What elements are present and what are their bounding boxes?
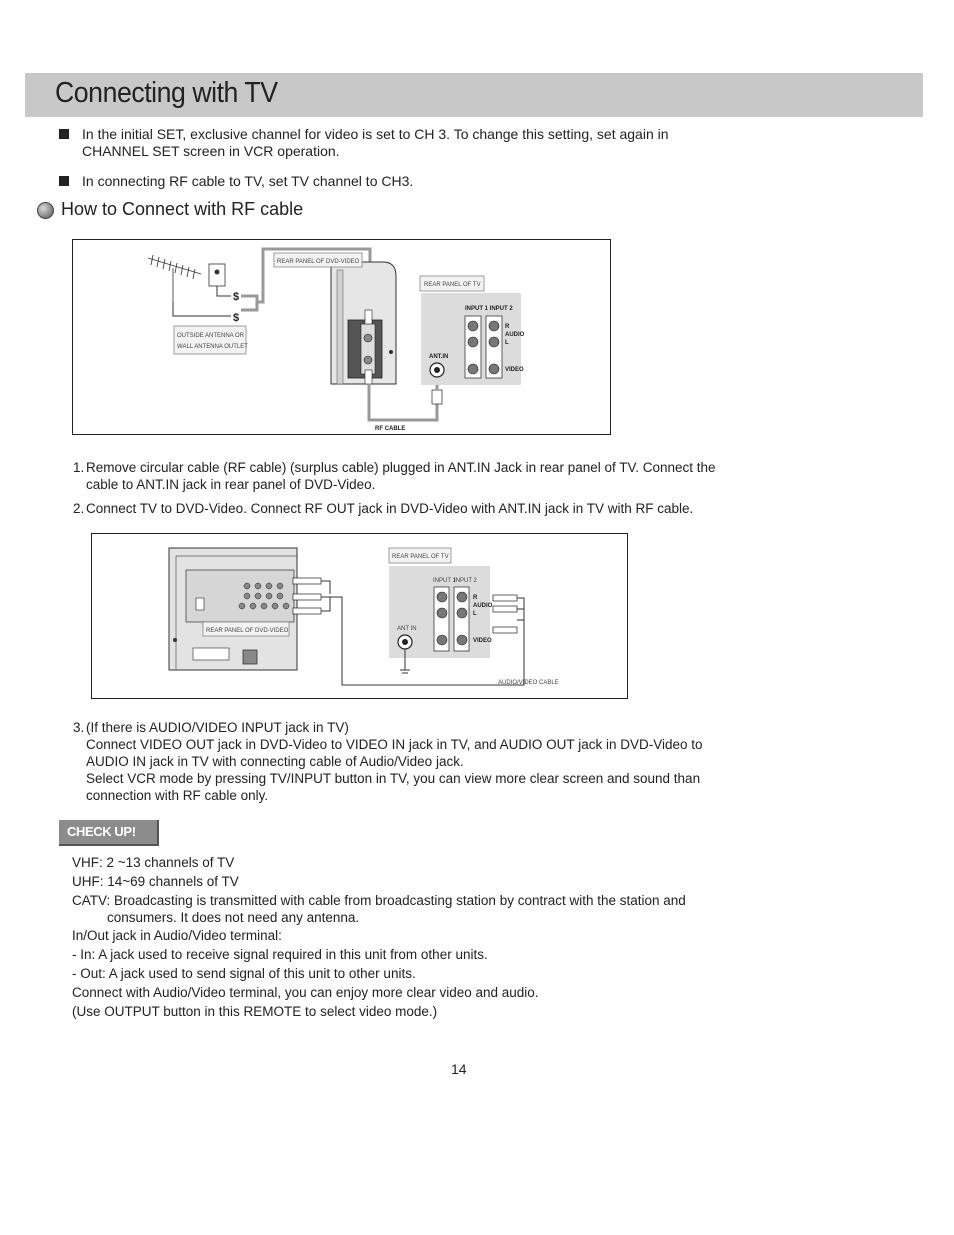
antenna-label-1: OUTSIDE ANTENNA OR xyxy=(177,333,245,339)
round-bullet-icon xyxy=(37,202,54,219)
av-connection-diagram xyxy=(91,533,628,699)
check-line-catv: CATV: Broadcasting is transmitted with cable from broadcasting station by contract with the station and xyxy=(72,893,686,908)
video-label: VIDEO xyxy=(505,367,524,373)
page-number: 14 xyxy=(451,1061,467,1077)
svg-text:$: $ xyxy=(233,312,240,324)
square-bullet-icon xyxy=(59,129,69,139)
av-diagram-svg xyxy=(92,534,627,698)
step-text: Connect TV to DVD-Video. Connect RF OUT jack in DVD-Video with ANT.IN jack in TV with RF cable. xyxy=(86,501,694,516)
step-3-condition: (If there is AUDIO/VIDEO INPUT jack in TV) xyxy=(86,720,349,735)
check-up-list xyxy=(72,853,712,1021)
dvd-rear-panel xyxy=(331,262,396,384)
step-1 xyxy=(73,459,716,495)
step-number: 2. xyxy=(73,501,85,516)
rf-connection-diagram xyxy=(72,239,611,435)
check-line-output: (Use OUTPUT button in this REMOTE to select video mode.) xyxy=(72,1004,438,1019)
step-text: Remove circular cable (RF cable) (surplus cable) plugged in ANT.IN Jack in rear panel of TV. Connect the cable to ANT.IN jack in rear panel of DVD-Video. xyxy=(86,460,716,492)
tv-panel-label: REAR PANEL OF TV xyxy=(392,554,449,560)
check-line-connect: Connect with Audio/Video terminal, you can enjoy more clear video and audio. xyxy=(72,985,539,1000)
note-text: In connecting RF cable to TV, set TV channel to CH3. xyxy=(82,173,414,189)
check-line-in: - In: A jack used to receive signal required in this unit from other units. xyxy=(72,947,488,962)
step-number: 1. xyxy=(73,460,85,475)
check-line-vhf: VHF: 2 ~13 channels of TV xyxy=(72,855,235,870)
l-label: L xyxy=(473,611,477,617)
step-3-note: Select VCR mode by pressing TV/INPUT button in TV, you can view more clear screen and sound than connection with RF cable only. xyxy=(86,771,701,803)
check-line-inout: In/Out jack in Audio/Video terminal: xyxy=(72,928,282,943)
step-3 xyxy=(73,719,713,807)
antenna-icon xyxy=(148,255,201,302)
check-line-catv-cont: consumers. It does not need any antenna. xyxy=(107,910,360,925)
l-label: L xyxy=(505,340,509,346)
audio-label: AUDIO xyxy=(505,332,525,338)
antenna-label-2: WALL ANTENNA OUTLET xyxy=(177,344,248,350)
svg-text:$: $ xyxy=(233,291,240,303)
note-rf-channel xyxy=(59,173,709,191)
tv-panel-label: REAR PANEL OF TV xyxy=(424,282,481,288)
dvd-panel-label: REAR PANEL OF DVD-VIDEO xyxy=(206,628,289,634)
tv-rear-panel xyxy=(421,293,525,385)
step-text xyxy=(86,719,716,804)
r-label: R xyxy=(473,595,478,601)
input1-label: INPUT 1 xyxy=(433,578,456,584)
ant-in-label: ANT.IN xyxy=(429,354,449,360)
dvd-panel-label: REAR PANEL OF DVD-VIDEO xyxy=(277,259,360,265)
check-line-uhf: UHF: 14~69 channels of TV xyxy=(72,874,239,889)
av-cable-label: AUDIO/VIDEO CABLE xyxy=(498,680,559,686)
note-text: In the initial SET, exclusive channel for video is set to CH 3. To change this setting, set again in CHANNEL SET screen in VCR operation. xyxy=(82,126,669,159)
dvd-rear-panel xyxy=(169,548,297,670)
tv-rear-panel xyxy=(389,566,493,673)
audio-label: AUDIO xyxy=(473,603,493,609)
note-channel-set xyxy=(59,126,709,162)
inputs-label: INPUT 1 INPUT 2 xyxy=(465,306,513,312)
check-up-badge: CHECK UP! xyxy=(59,820,159,846)
video-label: VIDEO xyxy=(473,638,492,644)
rf-diagram-svg xyxy=(73,240,610,434)
rf-cable-label: RF CABLE xyxy=(375,426,406,432)
step-number: 3. xyxy=(73,720,85,735)
check-line-out: - Out: A jack used to send signal of this unit to other units. xyxy=(72,966,416,981)
ant-in-label: ANT IN xyxy=(397,626,417,632)
title-bar xyxy=(25,73,923,117)
step-3-instruction: Connect VIDEO OUT jack in DVD-Video to VIDEO IN jack in TV, and AUDIO OUT jack in DVD-Video to AUDIO IN jack in TV with connecting cable of Audio/Video jack. xyxy=(86,737,703,769)
section-heading-text: How to Connect with RF cable xyxy=(61,199,304,219)
r-label: R xyxy=(505,324,510,330)
page-title: Connecting with TV xyxy=(55,77,278,109)
input2-label: INPUT 2 xyxy=(454,578,477,584)
step-2 xyxy=(73,500,713,518)
square-bullet-icon xyxy=(59,176,69,186)
wall-outlet-icon xyxy=(209,264,225,286)
